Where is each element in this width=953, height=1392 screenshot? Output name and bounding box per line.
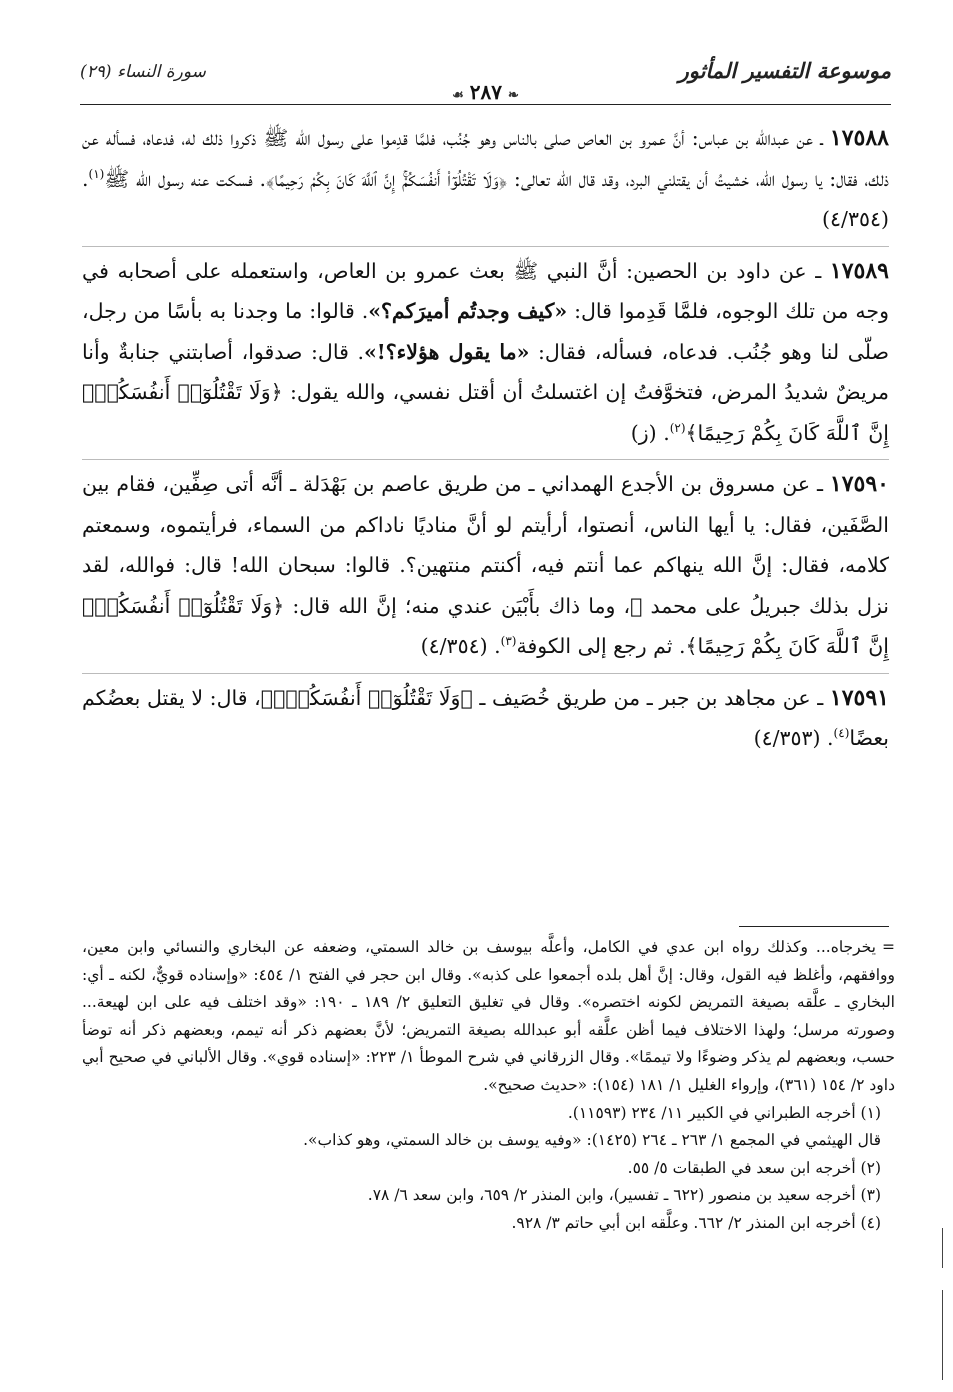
volume-ref: . (٤/٣٥٣) <box>753 726 834 750</box>
footnote-continuation <box>82 934 895 1100</box>
volume-ref: . (٤/٣٥٤) <box>420 634 501 658</box>
footnote-marker[interactable]: (١) <box>88 166 105 181</box>
volume-ref: . (ز) <box>630 420 670 445</box>
footnote-1-comment: قال الهيثمي في المجمع ١/ ٢٦٣ ـ ٢٦٤ (١٤٢٥): «وفيه يوسف بن خالد السمتي، وهو كذاب». <box>303 1131 881 1150</box>
page-header <box>80 58 891 104</box>
quran-verse: ﴿وَلَا تَقْتُلُوٓا۟ أَنفُسَكُمْۚ إِنَّ ٱللَّهَ كَانَ بِكُمْ رَحِيمًا﴾ <box>266 166 508 191</box>
footnote-marker[interactable]: (٣) <box>500 634 517 649</box>
entry-text: ـ عن مجاهد بن جبر ـ من طريق خُصَيف ـ <box>479 685 824 710</box>
hadith-quote: «ما يقول هؤلاء؟!» <box>363 339 530 364</box>
entry-17591 <box>82 673 889 759</box>
entry-number: ١٧٥٩٠ <box>829 471 889 497</box>
entry-text: ، قال: لا يقتل بعضُكم بعضًا <box>82 685 889 750</box>
header-divider <box>80 104 891 105</box>
entry-text: ـ عن مسروق بن الأجدع الهمداني ـ من طريق عاصم بن بَهْدَلة ـ أنَّه أتى صِفِّين، فقام بين الصَّفَين، فقال: يا أيها الناس، أنصتوا، أرأيتم لو أنَّ مناديًا ناداكم من السماء، فرأيتموه، وسمعتم كلامه، فقال: إنَّ الله ينهاكم عما أنتم فيه، أكنتم منتهين؟. قالوا: سبحان الله! قال: فوالله، لقد نزل بذلك جبريلُ على محمد ﷺ، وما ذاك بأَبْيَن عندي منه؛ إنَّ الله قال: <box>82 472 889 618</box>
ornament-icon: ❧ <box>507 88 519 103</box>
entry-number: ١٧٥٨٨ <box>829 125 889 151</box>
footnote-divider <box>739 926 889 927</box>
quran-verse: ﴿وَلَا تَقْتُلُوٓا۟ أَنفُسَكُمْۚ إِنَّ ٱللَّهَ كَانَ بِكُمْ رَحِيمًا﴾ <box>82 593 889 658</box>
entry-text: ـ عن عبدالله بن عباس: أنَّ عمرو بن العاص صلى بالناس وهو جُنُب، فلمَّا قدِموا على رسول الله ﷺ ذكروا ذلك له، فدعاه، فسأله عن ذلك، فقال: يا رسول الله، خشيتُ أن يقتلني البرد، وقد قال الله تعالى: <box>82 126 889 191</box>
page-number: ٢٨٧ <box>469 80 502 104</box>
book-title: موسوعة التفسير المأثور <box>678 58 891 83</box>
quran-verse: ﴿وَلَا تَقْتُلُوٓا۟ أَنفُسَكُمْۚ﴾ <box>260 685 473 710</box>
sura-title: سورة النساء (٢٩) <box>80 62 206 82</box>
main-text <box>82 118 889 759</box>
footnote-4: (٤) أخرجه ابن المنذر ٢/ ٦٦٢. وعلَّقه ابن أبي حاتم ٣/ ٩٢٨. <box>511 1213 881 1232</box>
volume-ref: (٤/٣٥٤) <box>822 207 889 231</box>
page-number-row <box>80 80 891 104</box>
ornament-icon: ☙ <box>452 88 464 103</box>
entry-text: . قال: صدقوا، أصابتني جنابةٌ وأنا مريضٌ شديدُ المرض، فتخوَّفتُ إن اغتسلتُ أن أقتل نفسي، والله يقول: <box>82 339 889 404</box>
entry-17589 <box>82 246 889 454</box>
continuation-mark: = <box>882 938 895 956</box>
footnote-text: يخرجاه... وكذلك رواه ابن عدي في الكامل، وأعلَّه بيوسف بن خالد السمتي، وضعفه عن البخاري والنسائي وابن معين، ووافقهم، وأغلظ فيه القول، وقال: إنَّ أهل بلده أجمعوا على كذبه». وقال ابن حجر في الفتح ١/ ٤٥٤: «وإسناده قويٌّ، لكنه ـ أي: البخاري ـ علَّقه بصيغة التمريض لكونه اختصره». وقال في تغليق التعليق ٢/ ١٨٩ ـ ١٩٠: «وقد اختلف فيه على ابن لهيعة... وصورته مرسل؛ ولهذا الاختلاف فيما أظن علَّقه أبو عبدالله بصيغة التمريض؛ لأنَّ بعضهم ذكر أنه تيمم، وبعضهم ذكر أنه توضأ حسب، وبعضهم لم يذكر وضوءًا ولا تيممًا». وقال الزرقاني في شرح الموطأ ١/ ٢٢٣: «إسناده قوي». وقال الألباني في صحيح أبي داود ٢/ ١٥٤ (٣٦١)، وإرواء الغليل ١/ ١٨١ (١٥٤): «حديث صحيح». <box>82 938 896 1094</box>
footnote-1: (١) أخرجه الطبراني في الكبير ١١/ ٢٣٤ (١١٥٩٣). <box>567 1103 881 1122</box>
entry-number: ١٧٥٩١ <box>829 684 889 711</box>
entry-17590 <box>82 459 889 667</box>
margin-line <box>942 1290 943 1380</box>
footnote-marker[interactable]: (٤) <box>833 726 850 741</box>
entry-text: . ثم رجع إلى الكوفة <box>516 634 686 658</box>
margin-line <box>942 1228 943 1268</box>
entry-text: . فسكت عنه رسول الله ﷺ <box>104 166 267 191</box>
quran-verse: ﴿وَلَا تَقْتُلُوٓا۟ أَنفُسَكُمْۚ إِنَّ ٱللَّهَ كَانَ بِكُمْ رَحِيمًا﴾ <box>82 380 889 445</box>
footnote-2: (٢) أخرجه ابن سعد في الطبقات ٥/ ٥٥. <box>627 1158 881 1177</box>
entry-text: ـ عن داود بن الحصين: أنَّ النبي ﷺ بعث عمرو بن العاص، واستعمله على أصحابه في وجه من تلك الوجوه، فلمَّا قَدِموا قال: <box>82 258 889 323</box>
footnotes <box>82 934 895 1238</box>
footnote-marker[interactable]: (٢) <box>669 420 686 435</box>
entry-number: ١٧٥٨٩ <box>829 257 889 284</box>
entry-text: . قالوا: ما وجدنا به بأسًا من رجل، صلّى لنا وهو جُنُب. فدعاه، فسأله، فقال: <box>82 299 889 364</box>
entry-17588: ١٧٥٨٨ ـ عن عبدالله بن عباس: أنَّ عمرو بن العاص صلى بالناس وهو جُنُب، فلمَّا قدِموا على رسول الله ﷺ ذكروا ذلك له، فدعاه، فسأله عن ذلك، فقال: يا رسول الله، خشيتُ أن يقتلني البرد، وقد قال الله تعالى: ﴿وَلَا تَقْتُلُوٓا۟ أَنفُسَكُمْۚ إِنَّ ٱللَّهَ كَانَ بِكُمْ رَحِيمًا﴾. فسكت عنه رسول الله ﷺ$^{(١)}$. (٤/٣٥٤) <box>82 125 889 231</box>
hadith-quote: «كيف وجدتُم أميرَكم؟» <box>368 299 568 323</box>
footnote-3: (٣) أخرجه سعيد بن منصور (٦٢٢ ـ تفسير)، وابن المنذر ٢/ ٦٥٩، وابن سعد ٦/ ٧٨. <box>367 1186 881 1205</box>
